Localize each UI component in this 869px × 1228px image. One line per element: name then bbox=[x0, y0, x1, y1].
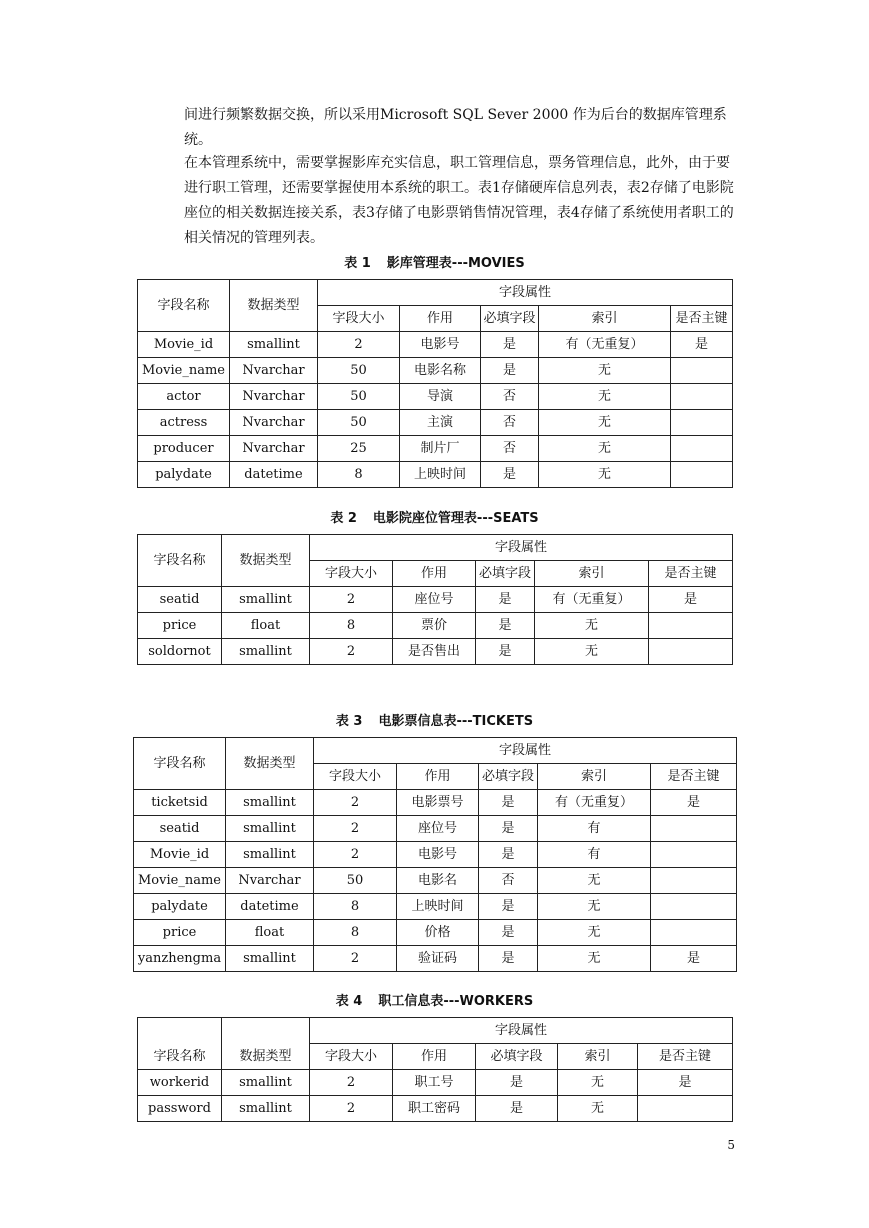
cell: 是 bbox=[638, 1070, 733, 1096]
cell: 无 bbox=[558, 1096, 638, 1122]
cell: 座位号 bbox=[397, 816, 479, 842]
header-size: 字段大小 bbox=[318, 306, 400, 332]
cell: actress bbox=[138, 410, 230, 436]
cell: 8 bbox=[318, 462, 400, 488]
cell: smallint bbox=[230, 332, 318, 358]
cell: smallint bbox=[226, 816, 314, 842]
header-role: 作用 bbox=[393, 1044, 476, 1070]
cell: 2 bbox=[314, 816, 397, 842]
header-primary-key: 是否主键 bbox=[638, 1044, 733, 1070]
cell: Nvarchar bbox=[230, 436, 318, 462]
header-primary-key: 是否主键 bbox=[671, 306, 733, 332]
cell: Nvarchar bbox=[226, 868, 314, 894]
cell: 无 bbox=[538, 920, 651, 946]
cell: palydate bbox=[138, 462, 230, 488]
cell: smallint bbox=[226, 946, 314, 972]
header-index: 索引 bbox=[558, 1044, 638, 1070]
cell: smallint bbox=[222, 587, 310, 613]
table-number: 表 4 bbox=[335, 994, 363, 1009]
table-row bbox=[138, 462, 733, 488]
header-field-attr: 字段属性 bbox=[310, 535, 733, 561]
cell: 无 bbox=[539, 436, 671, 462]
cell: 是 bbox=[481, 332, 539, 358]
header-required: 必填字段 bbox=[479, 764, 538, 790]
header-field-attr: 字段属性 bbox=[310, 1018, 733, 1044]
table-row bbox=[134, 816, 737, 842]
cell: 有 bbox=[538, 842, 651, 868]
cell bbox=[671, 410, 733, 436]
table-header-row bbox=[138, 535, 733, 561]
cell: Nvarchar bbox=[230, 410, 318, 436]
intro-paragraph-2: 在本管理系统中，需要掌握影库充实信息，职工管理信息，票务管理信息，此外，由于要进行职工管理，还需要掌握使用本系统的职工。表1存储硬库信息列表，表2存储了电影院座位的相关数据连接关系，表3存储了电影票销售情况管理，表4存储了系统使用者职工的相关情况的管理列表。 bbox=[184, 155, 734, 246]
table-row bbox=[138, 384, 733, 410]
cell: 无 bbox=[538, 894, 651, 920]
table-row bbox=[138, 1096, 733, 1122]
cell: 有 bbox=[538, 816, 651, 842]
cell: 8 bbox=[314, 920, 397, 946]
table-header-row bbox=[134, 738, 737, 764]
cell: 8 bbox=[310, 613, 393, 639]
cell: float bbox=[226, 920, 314, 946]
table-number: 表 2 bbox=[330, 511, 357, 526]
cell: 电影票号 bbox=[397, 790, 479, 816]
table-row bbox=[134, 842, 737, 868]
table-number: 表 3 bbox=[335, 714, 363, 729]
cell: 2 bbox=[314, 842, 397, 868]
cell: 是 bbox=[481, 462, 539, 488]
table-title: 电影票信息表---TICKETS bbox=[378, 714, 534, 729]
cell: 职工号 bbox=[393, 1070, 476, 1096]
table-title: 职工信息表---WORKERS bbox=[378, 994, 534, 1009]
cell: 是 bbox=[476, 613, 535, 639]
table-caption bbox=[0, 255, 869, 273]
cell: smallint bbox=[222, 1096, 310, 1122]
cell: 职工密码 bbox=[393, 1096, 476, 1122]
tickets-table bbox=[133, 737, 737, 972]
header-primary-key: 是否主键 bbox=[651, 764, 737, 790]
cell: workerid bbox=[138, 1070, 222, 1096]
cell bbox=[671, 384, 733, 410]
cell: 有（无重复） bbox=[539, 332, 671, 358]
header-data-type: 数据类型 bbox=[222, 535, 310, 587]
cell: 25 bbox=[318, 436, 400, 462]
cell: 2 bbox=[310, 639, 393, 665]
table-caption bbox=[0, 510, 869, 528]
cell: 是 bbox=[479, 816, 538, 842]
cell bbox=[651, 920, 737, 946]
cell: 有（无重复） bbox=[538, 790, 651, 816]
cell: 无 bbox=[538, 868, 651, 894]
cell: smallint bbox=[222, 1070, 310, 1096]
cell: 无 bbox=[535, 639, 649, 665]
cell: 无 bbox=[535, 613, 649, 639]
workers-table bbox=[137, 1017, 733, 1122]
cell bbox=[651, 868, 737, 894]
cell: price bbox=[134, 920, 226, 946]
cell: 2 bbox=[314, 790, 397, 816]
cell bbox=[671, 436, 733, 462]
cell: 50 bbox=[314, 868, 397, 894]
cell: Movie_name bbox=[138, 358, 230, 384]
table-title: 电影院座位管理表---SEATS bbox=[372, 511, 539, 526]
cell: smallint bbox=[226, 842, 314, 868]
table-row bbox=[134, 894, 737, 920]
cell: 否 bbox=[481, 384, 539, 410]
header-role: 作用 bbox=[400, 306, 481, 332]
cell: ticketsid bbox=[134, 790, 226, 816]
header-field-name: 字段名称 bbox=[134, 738, 226, 790]
cell: seatid bbox=[134, 816, 226, 842]
cell: 无 bbox=[539, 462, 671, 488]
cell: seatid bbox=[138, 587, 222, 613]
cell: 2 bbox=[318, 332, 400, 358]
cell: soldornot bbox=[138, 639, 222, 665]
cell: float bbox=[222, 613, 310, 639]
cell: yanzhengma bbox=[134, 946, 226, 972]
cell bbox=[651, 894, 737, 920]
header-field-attr: 字段属性 bbox=[318, 280, 733, 306]
header-required: 必填字段 bbox=[476, 561, 535, 587]
header-size: 字段大小 bbox=[314, 764, 397, 790]
cell: 是 bbox=[651, 790, 737, 816]
movies-table bbox=[137, 279, 733, 488]
cell: 无 bbox=[539, 358, 671, 384]
cell bbox=[649, 639, 733, 665]
cell: datetime bbox=[230, 462, 318, 488]
table-row bbox=[138, 332, 733, 358]
cell: producer bbox=[138, 436, 230, 462]
cell: 2 bbox=[310, 587, 393, 613]
table-caption bbox=[0, 713, 869, 731]
cell: 50 bbox=[318, 358, 400, 384]
cell bbox=[649, 613, 733, 639]
cell: 是 bbox=[651, 946, 737, 972]
header-data-type: 数据类型 bbox=[230, 280, 318, 332]
cell: 验证码 bbox=[397, 946, 479, 972]
cell: 是 bbox=[671, 332, 733, 358]
cell: 电影名称 bbox=[400, 358, 481, 384]
cell: 是 bbox=[476, 1096, 558, 1122]
cell: Movie_name bbox=[134, 868, 226, 894]
cell: 无 bbox=[558, 1070, 638, 1096]
header-field-name: 字段名称 bbox=[138, 280, 230, 332]
cell: actor bbox=[138, 384, 230, 410]
cell: 票价 bbox=[393, 613, 476, 639]
header-primary-key: 是否主键 bbox=[649, 561, 733, 587]
cell: datetime bbox=[226, 894, 314, 920]
cell: 2 bbox=[314, 946, 397, 972]
table-row bbox=[134, 868, 737, 894]
header-role: 作用 bbox=[397, 764, 479, 790]
header-required: 必填字段 bbox=[476, 1044, 558, 1070]
cell: 2 bbox=[310, 1096, 393, 1122]
cell: Nvarchar bbox=[230, 384, 318, 410]
page-number: 5 bbox=[727, 1138, 735, 1152]
cell: 50 bbox=[318, 384, 400, 410]
cell: 是 bbox=[476, 1070, 558, 1096]
cell: 是 bbox=[479, 790, 538, 816]
table-row bbox=[138, 1070, 733, 1096]
cell: Nvarchar bbox=[230, 358, 318, 384]
table-row bbox=[134, 920, 737, 946]
cell: 是 bbox=[479, 946, 538, 972]
cell: 无 bbox=[538, 946, 651, 972]
cell: palydate bbox=[134, 894, 226, 920]
table-row bbox=[138, 639, 733, 665]
cell bbox=[638, 1096, 733, 1122]
cell: 2 bbox=[310, 1070, 393, 1096]
cell: 价格 bbox=[397, 920, 479, 946]
table-row bbox=[134, 790, 737, 816]
header-field-name: 字段名称 bbox=[138, 535, 222, 587]
cell: 主演 bbox=[400, 410, 481, 436]
cell bbox=[651, 816, 737, 842]
cell: 是 bbox=[476, 587, 535, 613]
cell: 是 bbox=[479, 894, 538, 920]
cell: 否 bbox=[481, 410, 539, 436]
cell: 是否售出 bbox=[393, 639, 476, 665]
cell: 导演 bbox=[400, 384, 481, 410]
seats-table bbox=[137, 534, 733, 665]
header-index: 索引 bbox=[538, 764, 651, 790]
cell: 否 bbox=[479, 868, 538, 894]
cell: 上映时间 bbox=[400, 462, 481, 488]
table-caption bbox=[0, 993, 869, 1011]
cell: 8 bbox=[314, 894, 397, 920]
table-row bbox=[134, 946, 737, 972]
table-title: 影库管理表---MOVIES bbox=[386, 256, 525, 271]
cell: 电影名 bbox=[397, 868, 479, 894]
cell: password bbox=[138, 1096, 222, 1122]
header-field-name: 字段名称 bbox=[138, 1018, 222, 1070]
header-size: 字段大小 bbox=[310, 561, 393, 587]
header-data-type: 数据类型 bbox=[226, 738, 314, 790]
header-role: 作用 bbox=[393, 561, 476, 587]
cell: 否 bbox=[481, 436, 539, 462]
cell: 电影号 bbox=[400, 332, 481, 358]
table-header-row bbox=[138, 280, 733, 306]
header-index: 索引 bbox=[535, 561, 649, 587]
cell: 是 bbox=[649, 587, 733, 613]
header-data-type: 数据类型 bbox=[222, 1018, 310, 1070]
intro-paragraph-1: 间进行频繁数据交换，所以采用Microsoft SQL Sever 2000 作为后台的数据库管理系统。 bbox=[184, 107, 727, 148]
cell: 50 bbox=[318, 410, 400, 436]
table-number: 表 1 bbox=[344, 256, 371, 271]
cell: price bbox=[138, 613, 222, 639]
table-row bbox=[138, 358, 733, 384]
header-index: 索引 bbox=[539, 306, 671, 332]
cell: Movie_id bbox=[138, 332, 230, 358]
cell: 上映时间 bbox=[397, 894, 479, 920]
cell: 是 bbox=[479, 842, 538, 868]
cell: smallint bbox=[226, 790, 314, 816]
cell: 座位号 bbox=[393, 587, 476, 613]
cell: 制片厂 bbox=[400, 436, 481, 462]
table-row bbox=[138, 613, 733, 639]
cell: 无 bbox=[539, 384, 671, 410]
cell: 有（无重复） bbox=[535, 587, 649, 613]
table-header-row bbox=[138, 1018, 733, 1044]
cell: 是 bbox=[479, 920, 538, 946]
cell: smallint bbox=[222, 639, 310, 665]
header-required: 必填字段 bbox=[481, 306, 539, 332]
cell: 是 bbox=[476, 639, 535, 665]
cell bbox=[651, 842, 737, 868]
table-row bbox=[138, 410, 733, 436]
cell: 是 bbox=[481, 358, 539, 384]
cell bbox=[671, 462, 733, 488]
cell: 无 bbox=[539, 410, 671, 436]
table-row bbox=[138, 587, 733, 613]
header-size: 字段大小 bbox=[310, 1044, 393, 1070]
cell bbox=[671, 358, 733, 384]
cell: 电影号 bbox=[397, 842, 479, 868]
cell: Movie_id bbox=[134, 842, 226, 868]
table-row bbox=[138, 436, 733, 462]
header-field-attr: 字段属性 bbox=[314, 738, 737, 764]
